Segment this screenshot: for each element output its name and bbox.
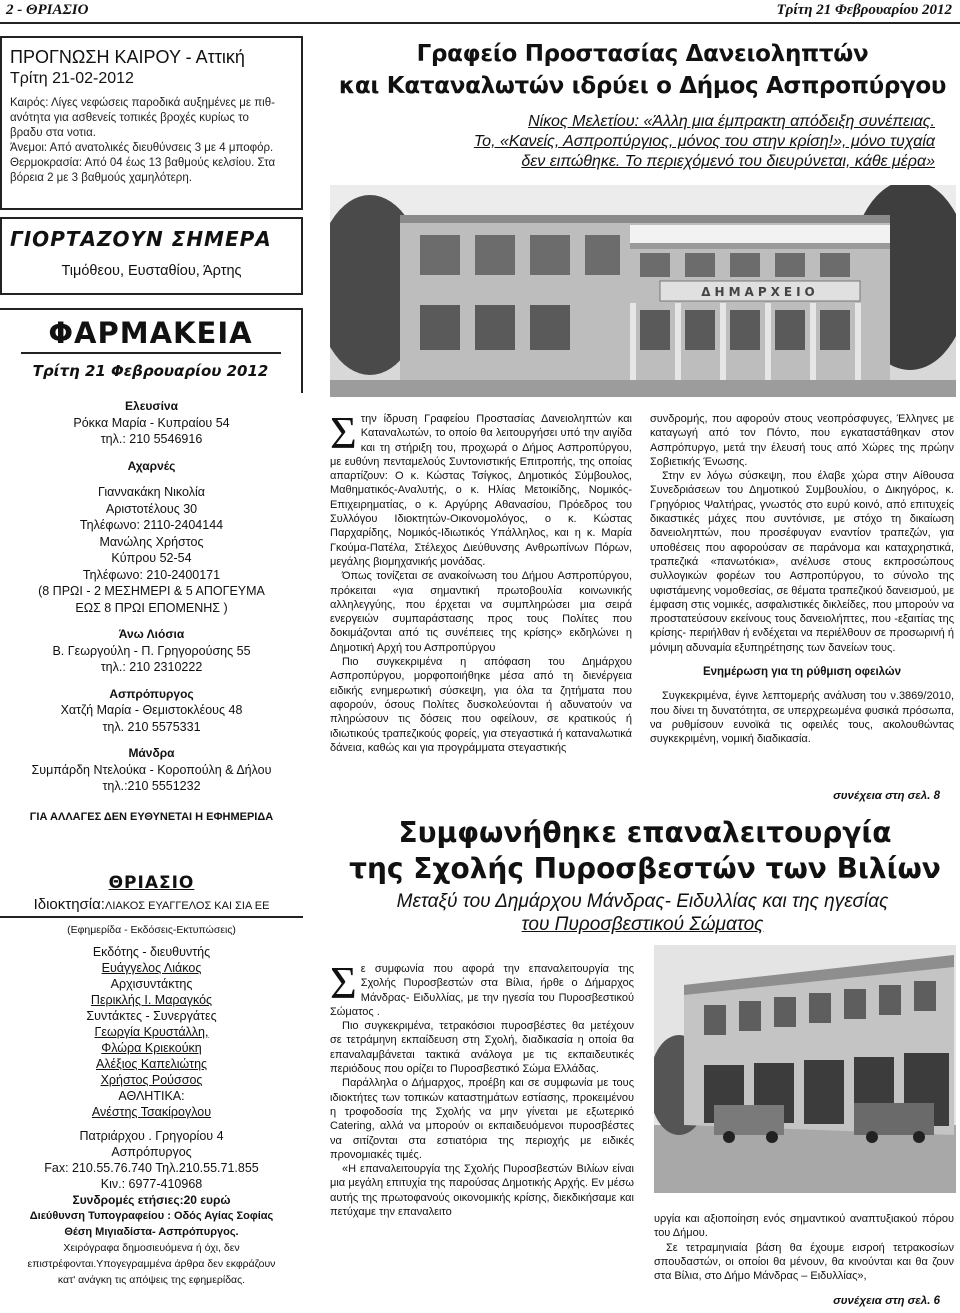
subheadline-line: Μεταξύ του Δημάρχου Μάνδρας- Ειδυλλίας και της ηγεσίας [396, 891, 889, 912]
article-paragraph: συνδρομής, που αφορούν στους νεοπρόσφυγες, Έλληνες με καταγωγή από τον Πόντο, που εγκαταστάθηκαν στον Ασπρόπυργο, μετά την έλευσή τους από Χώρες της πρώην Σοβιετικής Ένωσης. [650, 413, 954, 468]
pharmacies-title: ΦΑΡΜΑΚΕΙΑ [48, 316, 253, 350]
article-paragraph: την ίδρυση Γραφείου Προστασίας Δανειοληπτών και Καταναλωτών, το οποίο θα λειτουργήσει υπό την αιγίδα και τη στήριξη του, προχωρά ο Δήμος Ασπροπύργου, με ευθύνη πενταμελούς Συντονιστικής Επιτροπής, της οποίας απαρτίζουν: Ο κ. Κώστας Τσίγκος, Δημοτικός Σύμβουλος, Μαθηματικός-Αναλυτής, ο κ. Ηλίας Μετοικίδης, Νομικός-Επιχειρηματίας, ο κ. Αργύρης Αθανασίου, Πρόεδρος του Συλλόγου Ιδιοκτητών-Οικονομολόγος, ο κ. Κώστας Παρχαρίδης, Νομικός-Ιδιωτικός Υπάλληλος, και η κ. Μαρία Γκούμα-Πατέλα, Στέλεχος Διεύθυνσης Ανθρωπίνων Πόρων, μεγάλης βιομηχανικής μονάδας. [330, 413, 632, 568]
pharmacies-list [0, 398, 303, 825]
staff-name: Αλέξιος Καπελιώτης [95, 1057, 208, 1071]
name-day-names: Τιμόθεου, Ευσταθίου, Άρτης [61, 263, 242, 279]
pharmacy-line: Κύπρου 52-54 [111, 551, 192, 565]
page-number-label: 2 - ΘΡΙΑΣΙΟ [6, 2, 89, 18]
pharmacy-area: Ασπρόπυργος [109, 686, 194, 701]
printing-address: Διεύθυνση Τυπογραφείου : Οδός Αγίας Σοφίας [29, 1210, 274, 1222]
article-paragraph: Συγκεκριμένα, έγινε λεπτομερής ανάλυση του ν.3869/2010, που δίνει τη δυνατότητα, σε υπερχρεωμένα φυσικά πρόσωπα, να ρυθμίσουν ευνοϊκά τις οφειλές τους, ακολουθώντας συγκεκριμένη, νομική διαδικασία. [650, 690, 954, 746]
weather-title: ΠΡΟΓΝΩΣΗ ΚΑΙΡΟΥ - Αττική [10, 47, 245, 67]
building-sign-text: ΔΗΜΑΡΧΕΙΟ [701, 285, 819, 299]
weather-line: Θερμοκρασία: Από 04 έως 13 βαθμούς κελσίου. Στα [10, 157, 276, 169]
pharmacy-area: Μάνδρα [128, 746, 175, 760]
article-subhead: Ενημέρωση για τη ρύθμιση οφειλών [702, 666, 902, 679]
pharmacies-date: Τρίτη 21 Φεβρουαρίου 2012 [32, 362, 269, 380]
article-paragraph: Σε τετραμηνιαία βάση θα έχουμε εισροή τετρακοσίων σπουδαστών, οι οποίοι θα μένουν, θα κινούνται και θα ζουν στα Βίλια, στο Δήμο Μάνδρας – Ειδυλλίας», [654, 1241, 954, 1283]
pharmacy-line: Μανώλης Χρήστος [99, 534, 204, 549]
article-paragraph: Πιο συγκεκριμένα, τετρακόσιοι πυροσβέστες θα μετέχουν σε τετράμηνη εκπαίδευση στη Σχολή, διαδικασία η οποία θα επαναλαμβάνεται τακτικά ανάλογα με τις εκπαιδευτικές περιόδους που ορίζει το Πυροσβεστικό Σώμα Ελλάδας. [330, 1020, 634, 1076]
printing-address: Θέση Μιγιαδίστα- Ασπρόπυργος. [64, 1226, 239, 1238]
pharmacy-line: Γιαννακάκη Νικολία [98, 485, 205, 499]
publisher-name: Ευάγγελος Λιάκος [101, 961, 202, 975]
pharmacy-area: Ελευσίνα [125, 399, 178, 413]
pharmacy-disclaimer: ΓΙΑ ΑΛΛΑΓΕΣ ΔΕΝ ΕΥΘΥΝΕΤΑΙ Η ΕΦΗΜΕΡΙΔΑ [29, 810, 274, 823]
pharmacy-line: ΕΩΣ 8 ΠΡΩΙ ΕΠΟΜΕΝΗΣ ) [75, 600, 228, 615]
staff-name: Φλώρα Κριεκούκη [101, 1041, 202, 1055]
headline-line: Συμφωνήθηκε επαναλειτουργία [398, 816, 892, 849]
pharmacy-line: τηλ.:210 5551232 [102, 779, 201, 793]
name-day-box [0, 217, 303, 295]
article1-column2 [650, 412, 954, 747]
staff-label: Συντάκτες - Συνεργάτες [86, 1009, 217, 1023]
masthead-title: ΘΡΙΑΣΙΟ [108, 873, 195, 893]
weather-date: Τρίτη 21-02-2012 [10, 70, 134, 87]
subscription: Συνδρομές ετήσιες:20 ευρώ [72, 1193, 231, 1207]
staff-name: Χρήστος Ρούσσος [100, 1073, 203, 1087]
disclaimer-note: κατ' ανάγκη τις απόψεις της εφημερίδας. [57, 1274, 246, 1286]
headline-line: Γραφείο Προστασίας Δανειοληπτών [416, 41, 869, 67]
owner-name: ΛΙΑΚΟΣ ΕΥΑΓΓΕΛΟΣ ΚΑΙ ΣΙΑ ΕΕ [104, 900, 270, 912]
divider [21, 352, 281, 354]
article-paragraph: Παράλληλα ο Δήμαρχος, προέβη και σε συμφωνία με τους ιδιοκτήτες των τοπικών καταστημάτων εστίασης, προκειμένου η τροφοδοσία της Σχολής να μην γίνεται με εξωτερικό Catering, αλλά να μπορούν οι εκπαιδευόμενοι πυροσβέστες να σιτίζονται στα εστιατόρια της περιοχής με ειδικές προνομιακές τιμές. [330, 1077, 634, 1161]
headline-line: και Καταναλωτών ιδρύει ο Δήμος Ασπροπύργου [338, 73, 947, 99]
dropcap: Σ [330, 407, 357, 458]
pharmacy-line: Ρόκκα Μαρία - Κυπραίου 54 [73, 415, 230, 430]
pharmacy-line: τηλ.: 210 5546916 [100, 432, 203, 446]
fire-school-photo [654, 945, 956, 1193]
disclaimer-note: επιστρέφονται.Υπογεγραμμένα άρθρα δεν εκφράζουν [27, 1258, 276, 1270]
owner-note: (Εφημερίδα - Εκδόσεις-Εκτυπώσεις) [67, 924, 236, 936]
editor-label: Αρχισυντάκτης [110, 977, 193, 991]
article-paragraph: «Η επαναλειτουργία της Σχολής Πυροσβεστών Βιλίων είναι μια μεγάλη επιτυχία της παρούσας Δημοτικής Αρχής. Εν μέσω αυτής της πρωτοφανούς οικονομικής κρίσης, διεκδικήσαμε και πετύχαμε την επαναλειτο [330, 1163, 634, 1219]
article2-column1 [330, 957, 634, 1219]
pharmacy-area: Αχαρνές [127, 458, 176, 473]
article1-column1 [330, 407, 632, 755]
dropcap: Σ [330, 957, 357, 1008]
masthead-owner [0, 897, 303, 918]
fax-phone: Fax: 210.55.76.740 Τηλ.210.55.71.855 [44, 1161, 259, 1175]
page-header-bar [0, 0, 960, 24]
headline-line: της Σχολής Πυροσβεστών των Βιλίων [349, 852, 941, 885]
address-line: Πατριάρχου . Γρηγορίου 4 [79, 1129, 224, 1143]
disclaimer-note: Χειρόγραφα δημοσιευόμενα ή όχι, δεν [63, 1242, 240, 1254]
issue-date: Τρίτη 21 Φεβρουαρίου 2012 [776, 2, 952, 18]
weather-box [0, 36, 303, 210]
article1-continued: συνέχεια στη σελ. 8 [833, 790, 940, 802]
sports-label: ΑΘΛΗΤΙΚΑ: [118, 1089, 185, 1103]
subheadline-line: του Πυροσβεστικού Σώματος [521, 914, 764, 935]
publisher-label: Εκδότης - διευθυντής [92, 945, 211, 959]
pharmacy-line: Χατζή Μαρία - Θεμιστοκλέους 48 [60, 703, 243, 717]
masthead [0, 875, 303, 1288]
pharmacy-line: Τηλέφωνο: 2110-2404144 [79, 518, 224, 532]
pharmacy-line: (8 ΠΡΩΙ - 2 ΜΕΣΗΜΕΡΙ & 5 ΑΠΟΓΕΥΜΑ [38, 584, 265, 598]
subheadline-line: Νίκος Μελετίου: «Άλλη μια έμπρακτη απόδειξη συνέπειας. [528, 113, 935, 130]
town-hall-illustration [330, 185, 956, 397]
article-paragraph: Όπως τονίζεται σε ανακοίνωση του Δήμου Ασπροπύργου, πρόκειται «για σημαντική πρωτοβουλία κοινωνικής αλληλεγγύης, που έρχεται να συμπληρώσει μια σειρά ενεργειών συμπαράστασης προς τους Πολίτες που δοκιμάζονται από τις συνέπειες της κρίσης» εκδηλώνει η Δημοτική Αρχή του Ασπροπύργου [330, 570, 632, 654]
town-hall-photo [330, 185, 956, 397]
article2-continued: συνέχεια στη σελ. 6 [833, 1295, 940, 1307]
pharmacy-line: Συμπάρδη Ντελούκα - Κοροπούλη & Δήλου [31, 762, 272, 777]
weather-line: Άνεμοι: Από ανατολικές διευθύνσεις 3 με 4 μποφόρ. [10, 142, 274, 154]
mobile-phone: Κιν.: 6977-410968 [100, 1177, 203, 1191]
article2-headline [330, 815, 960, 887]
pharmacy-line: Β. Γεωργούλη - Π. Γρηγορούσης 55 [52, 643, 251, 658]
pharmacy-line: τηλ.: 210 2310222 [100, 660, 203, 674]
pharmacy-line: Αριστοτέλους 30 [105, 501, 198, 516]
article-paragraph: υργία και αξιοποίηση ενός σημαντικού αναπτυξιακού πόρου του Δήμου. [654, 1213, 954, 1240]
pharmacy-line: Τηλέφωνο: 210-2400171 [82, 567, 221, 582]
subheadline-line: Το, «Κανείς, Ασπροπύργιος, μόνος του στην κρίση!», μόνο τυχαία [473, 133, 935, 150]
article-paragraph: Πιο συγκεκριμένα η απόφαση του Δημάρχου Ασπροπύργου, μορφοποιήθηκε μέσα από τη διενέργεια ειδικής ενημερωτική σύσκεψη, για όλα τα ζητήματα που αφορούν, όσους Πολίτες δυσκολεύονται ή αδυνατούν να πληρώσουν τις δόσεις που οφείλουν, σε κρατικούς ή ιδιωτικούς τραπεζικούς φορείς, για στεγαστικά ή καταναλωτικά δάνεια, καθώς και για προγράμματα στεγαστικής [330, 656, 632, 754]
pharmacies-header [0, 308, 303, 393]
pharmacy-area: Άνω Λιόσια [118, 627, 185, 641]
owner-label: Ιδιοκτησία: [33, 896, 105, 913]
article2-column2 [654, 1212, 954, 1283]
name-day-title: ΓΙΟΡΤΑΖΟΥΝ ΣΗΜΕΡΑ [10, 227, 272, 251]
weather-line: βραδυ στα νοτια. [10, 127, 96, 139]
fire-school-illustration [654, 945, 956, 1193]
article2-subheadline [330, 890, 955, 936]
editor-name: Περικλής Ι. Μαραγκός [90, 993, 213, 1007]
article-paragraph: ε συμφωνία που αφορά την επαναλειτουργία της Σχολής Πυροσβεστών στα Βίλια, ήρθε ο Δήμαρχος Μάνδρας- Ειδυλλίας, με την ηγεσία του Πυροσβεστικού Σώματος . [330, 963, 634, 1018]
staff-name: Γεωργία Κρυστάλλη, [94, 1025, 209, 1039]
weather-line: Καιρός: Λίγες νεφώσεις παροδικά αυξημένες με πιθ- [10, 97, 275, 109]
article1-subheadline [360, 112, 935, 172]
article1-headline [330, 38, 955, 102]
subheadline-line: δεν ειπώθηκε. Το περιεχόμενό του διευρύνεται, κάθε μέρα» [521, 153, 935, 170]
pharmacy-line: τηλ. 210 5575331 [102, 719, 201, 734]
weather-line: βόρεια 2 με 3 βαθμούς χαμηλότερη. [10, 172, 192, 184]
article-paragraph: Στην εν λόγω σύσκεψη, που έλαβε χώρα στην Αίθουσα Συνεδριάσεων του Δημοτικού Συμβουλίου, ο Δικηγόρος, κ. Γρηγόριος Ψαλτήρας, γνωστός στο ευρύ κοινό, από επιτυχείς δικαστικές μάχες που συντόνισε, με στόχο τη δικαίωση δανειοληπτών, που προσέφυγαν εναντίον τραπεζών, για υποθέσεις που αφορούσαν σε παράνομα και καταχρηστικά, τραπεζικά «πανωτόκια», ανέλυσε στους εκπροσώπους συλλογικών φορέων του Ασπροπύργου, το σύνολο της υφιστάμενης νομοθεσίας, σε θέματα τραπεζικού δανεισμού, με έμφαση στις νομικές, ασφαλιστικές δικλείδες, που μπορούν να προστατεύσουν εκείνους τους δανειολήπτες, που -εξαιτίας της κρίσης- περιήλθαν ή ενδέχεται να περιέλθουν σε προσωρινή ή μόνιμη αδυναμία εξυπηρέτησης των δανείων τους. [650, 470, 954, 654]
address-line: Ασπρόπυργος [111, 1145, 192, 1159]
sports-name: Ανέστης Τσακίρογλου [91, 1105, 212, 1119]
weather-line: ανότητα για ασθενείς τοπικές βροχές κυρίως το [10, 112, 249, 124]
